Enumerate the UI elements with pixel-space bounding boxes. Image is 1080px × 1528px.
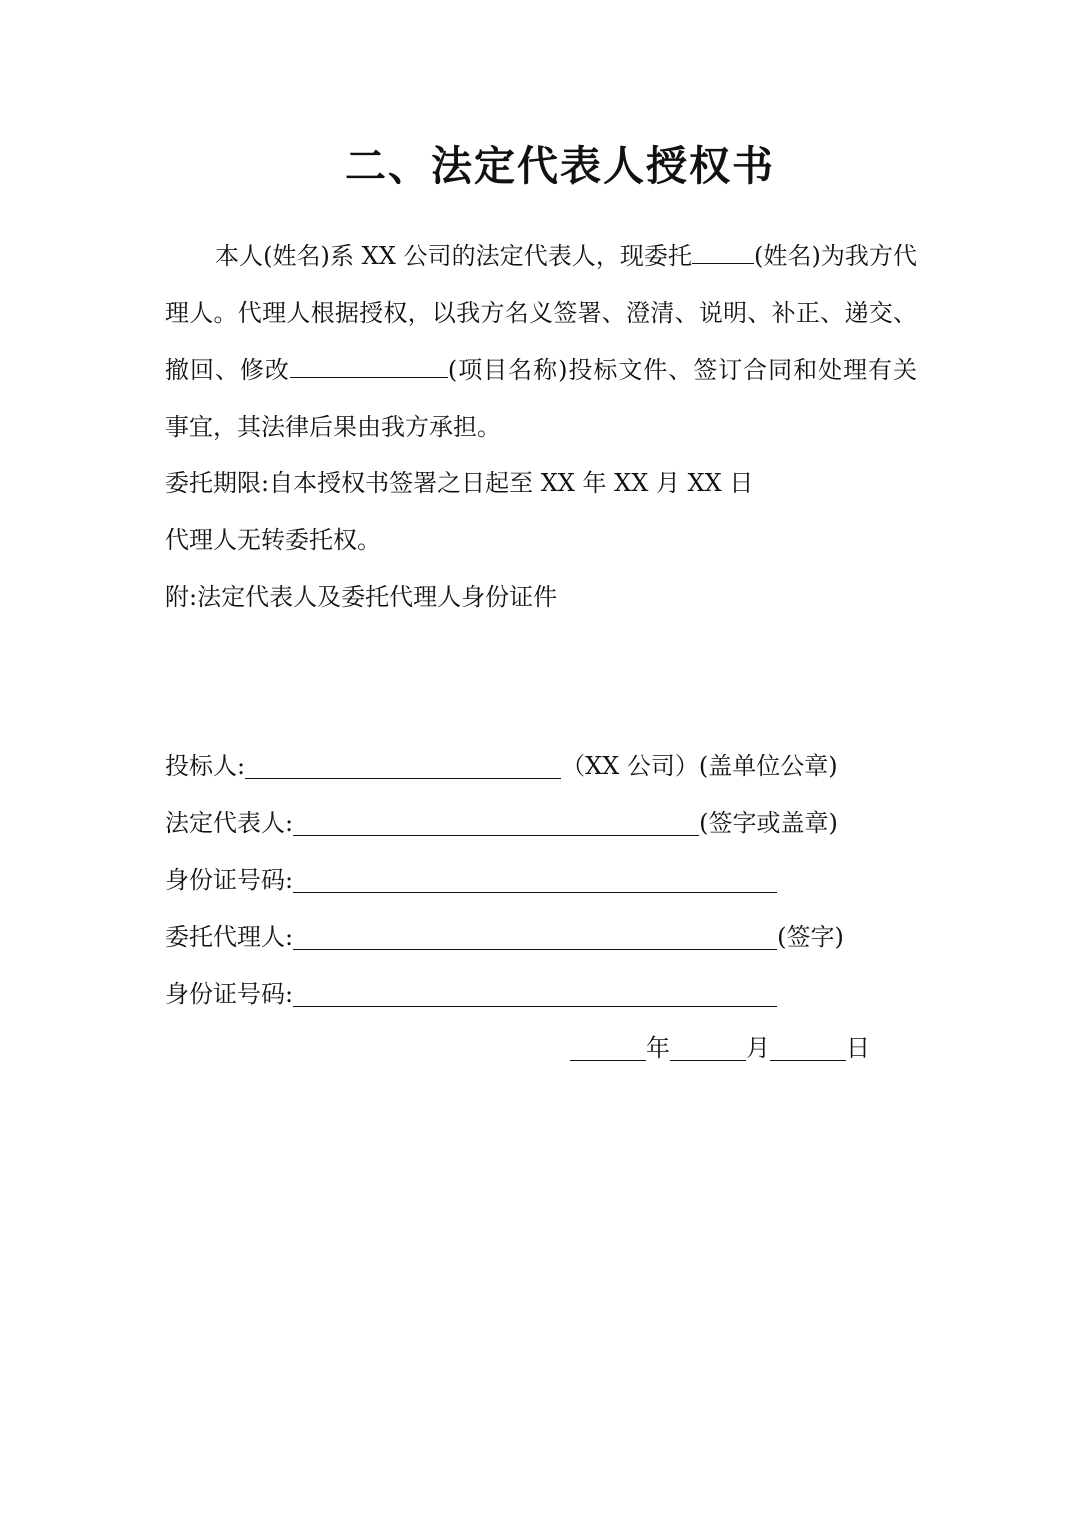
month-label: 月 (746, 1034, 770, 1062)
document-title: 二、法定代表人授权书 (345, 142, 775, 190)
agent-label: 委托代理人: (165, 923, 294, 951)
legal-rep-label: 法定代表人: (165, 809, 294, 837)
legal-rep-signature-line (293, 795, 699, 836)
term-line: 委托期限:自本授权书签署之日起至 XX 年 XX 月 XX 日 (165, 469, 754, 497)
agent-signature-line (293, 909, 777, 950)
id-number-line-1 (293, 852, 777, 893)
bidder-row (165, 738, 838, 795)
id-number-row-2 (165, 966, 777, 1023)
day-blank (770, 1020, 846, 1061)
agent-suffix: (签字) (777, 923, 844, 951)
year-blank (570, 1020, 646, 1061)
no-delegation-line: 代理人无转委托权。 (165, 526, 381, 554)
id-number-label-2: 身份证号码: (165, 980, 294, 1008)
id-number-line-2 (293, 966, 777, 1007)
legal-rep-suffix: (签字或盖章) (699, 809, 838, 837)
paragraph-text-3: (项目名称)投标文件、签订合同和处理有关事宜，其法律后果由我方承担。 (165, 356, 918, 441)
paragraph-text-1: 本人(姓名)系 XX 公司的法定代表人，现委托 (215, 242, 692, 270)
agent-name-blank (692, 243, 754, 264)
bidder-label: 投标人: (165, 752, 246, 780)
id-number-row-1 (165, 852, 777, 909)
authorization-paragraph (165, 228, 917, 456)
id-number-label-1: 身份证号码: (165, 866, 294, 894)
bidder-suffix: （XX 公司）(盖单位公章) (561, 752, 838, 780)
project-name-blank (290, 357, 448, 378)
attachment-line: 附:法定代表人及委托代理人身份证件 (165, 583, 558, 611)
day-label: 日 (846, 1034, 870, 1062)
date-row (570, 1020, 870, 1077)
year-label: 年 (646, 1034, 670, 1062)
agent-row (165, 909, 844, 966)
month-blank (670, 1020, 746, 1061)
bidder-signature-line (245, 738, 561, 779)
legal-rep-row (165, 795, 838, 852)
paragraph-text-2: (姓名)为我方代理人。代理人根据授权，以我方名义签署、澄清、说明、补正、递交、撤回、修改 (165, 242, 918, 384)
